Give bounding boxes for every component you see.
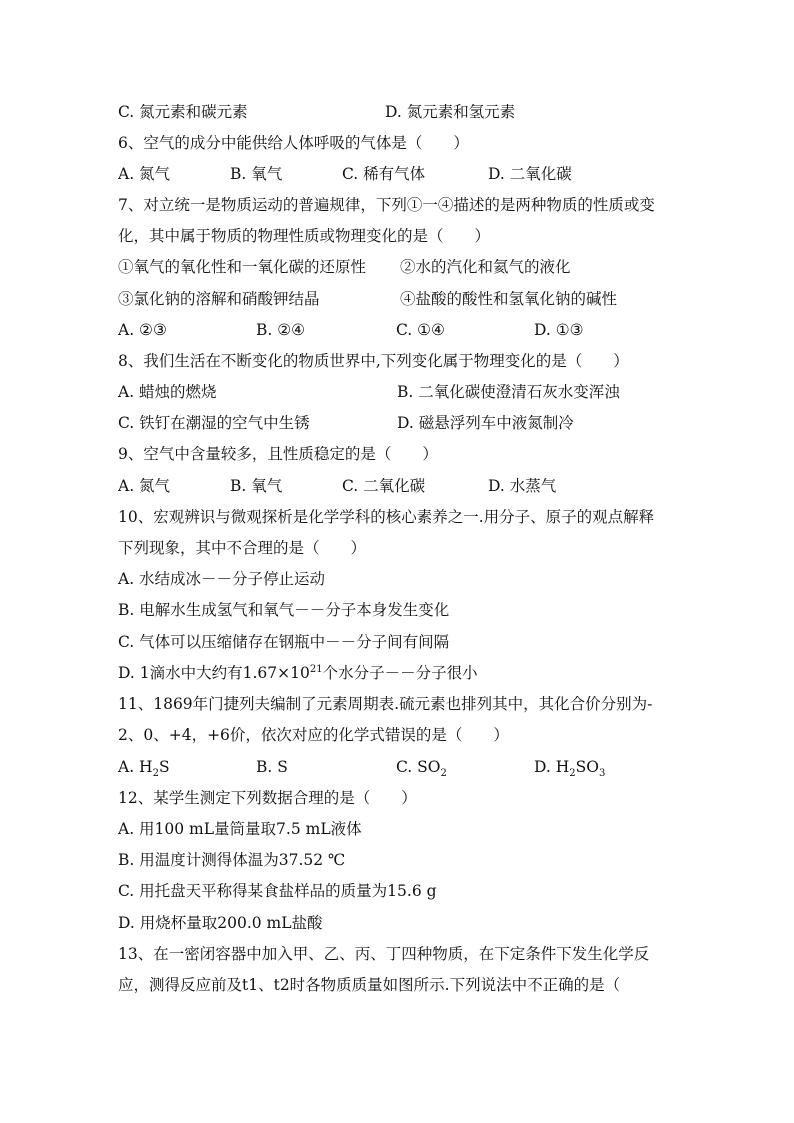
q9-option-c: C. 二氧化碳 <box>342 477 426 495</box>
q8-stem: 8、我们生活在不断变化的物质世界中,下列变化属于物理变化的是（ ） <box>118 352 629 370</box>
q11-option-c-subscript: 2 <box>440 768 447 780</box>
q7-option-a: A. ②③ <box>118 321 167 339</box>
q11-stem-line-1: 11、1869年门捷列夫编制了元素周期表.硫元素也排列其中，其化合价分别为- <box>118 695 653 713</box>
q11-option-a-subscript: 2 <box>152 768 159 780</box>
q7-item-2: ②水的汽化和氦气的液化 <box>400 258 571 276</box>
q9-option-a: A. 氮气 <box>118 477 171 495</box>
q11-option-c <box>396 757 447 780</box>
q12-option-c: C. 用托盘天平称得某食盐样品的质量为15.6 g <box>118 882 437 900</box>
q9-stem: 9、空气中含量较多，且性质稳定的是（ ） <box>118 445 438 463</box>
q10-option-d-exponent: 21 <box>309 663 323 675</box>
q6-option-a: A. 氮气 <box>118 165 171 183</box>
q10-option-b: B. 电解水生成氢气和氧气－－分子本身发生变化 <box>118 601 450 619</box>
q11-option-d-text-mid: SO <box>575 758 599 776</box>
q10-option-a: A. 水结成冰－－分子停止运动 <box>118 570 326 588</box>
q10-option-d-text: D. 1滴水中大约有1.67×10 <box>118 664 310 682</box>
q11-option-d-subscript-2: 3 <box>598 768 606 780</box>
q10-stem-line-2: 下列现象，其中不合理的是（ ） <box>118 539 367 557</box>
q7-stem-line-1: 7、对立统一是物质运动的普遍规律，下列①一④描述的是两种物质的性质或变 <box>118 196 655 214</box>
q11-option-a-text-end: S <box>158 758 170 776</box>
q6-stem: 6、空气的成分中能供给人体呼吸的气体是（ ） <box>118 134 469 152</box>
q12-option-d: D. 用烧杯量取200.0 mL盐酸 <box>118 914 323 932</box>
q11-option-d <box>534 757 606 780</box>
q12-stem: 12、某学生测定下列数据合理的是（ ） <box>118 789 417 807</box>
q10-option-d-text-end: 个水分子－－分子很小 <box>322 664 478 682</box>
q5-option-d: D. 氮元素和氢元素 <box>385 103 516 121</box>
q12-option-a: A. 用100 mL量筒量取7.5 mL液体 <box>118 820 362 838</box>
q11-option-b: B. S <box>256 758 288 776</box>
q6-option-d: D. 二氧化碳 <box>488 165 572 183</box>
q11-option-c-text: C. SO <box>396 758 441 776</box>
q8-option-c: C. 铁钉在潮湿的空气中生锈 <box>118 414 310 432</box>
q10-option-c: C. 气体可以压缩储存在钢瓶中－－分子间有间隔 <box>118 633 450 651</box>
q13-stem-line-2: 应，测得反应前及t1、t2时各物质质量如图所示.下列说法中不正确的是（ <box>118 976 621 994</box>
q11-option-a-text: A. H <box>118 758 153 776</box>
q7-item-1: ①氧气的氧化性和一氧化碳的还原性 <box>118 258 367 276</box>
q11-stem-line-2: 2、0、+4，+6价，依次对应的化学式错误的是（ ） <box>118 726 509 744</box>
q8-option-b: B. 二氧化碳使澄清石灰水变浑浊 <box>397 383 620 401</box>
q7-stem-line-2: 化，其中属于物质的物理性质或物理变化的是（ ） <box>118 227 491 245</box>
q5-option-c: C. 氮元素和碳元素 <box>118 103 248 121</box>
q6-option-b: B. 氧气 <box>230 165 283 183</box>
q9-option-b: B. 氧气 <box>230 477 283 495</box>
q11-option-d-text: D. H <box>534 758 570 776</box>
q8-option-a: A. 蜡烛的燃烧 <box>118 383 217 401</box>
q10-stem-line-1: 10、宏观辨识与微观探析是化学学科的核心素养之一.用分子、原子的观点解释 <box>118 508 655 526</box>
q7-item-3: ③氯化钠的溶解和硝酸钾结晶 <box>118 290 320 308</box>
q13-stem-line-1: 13、在一密闭容器中加入甲、乙、丙、丁四种物质，在下定条件下发生化学反 <box>118 945 650 963</box>
q8-option-d: D. 磁悬浮列车中液氮制冷 <box>397 414 574 432</box>
q12-option-b: B. 用温度计测得体温为37.52 ℃ <box>118 851 346 869</box>
q7-option-c: C. ①④ <box>396 321 445 339</box>
q7-option-b: B. ②④ <box>256 321 306 339</box>
q6-option-c: C. 稀有气体 <box>342 165 426 183</box>
q7-option-d: D. ①③ <box>534 321 584 339</box>
q9-option-d: D. 水蒸气 <box>488 477 557 495</box>
q7-item-4: ④盐酸的酸性和氢氧化钠的碱性 <box>400 290 618 308</box>
q10-option-d <box>118 663 478 683</box>
q11-option-a <box>118 757 170 780</box>
q11-option-d-subscript-1: 2 <box>569 768 576 780</box>
